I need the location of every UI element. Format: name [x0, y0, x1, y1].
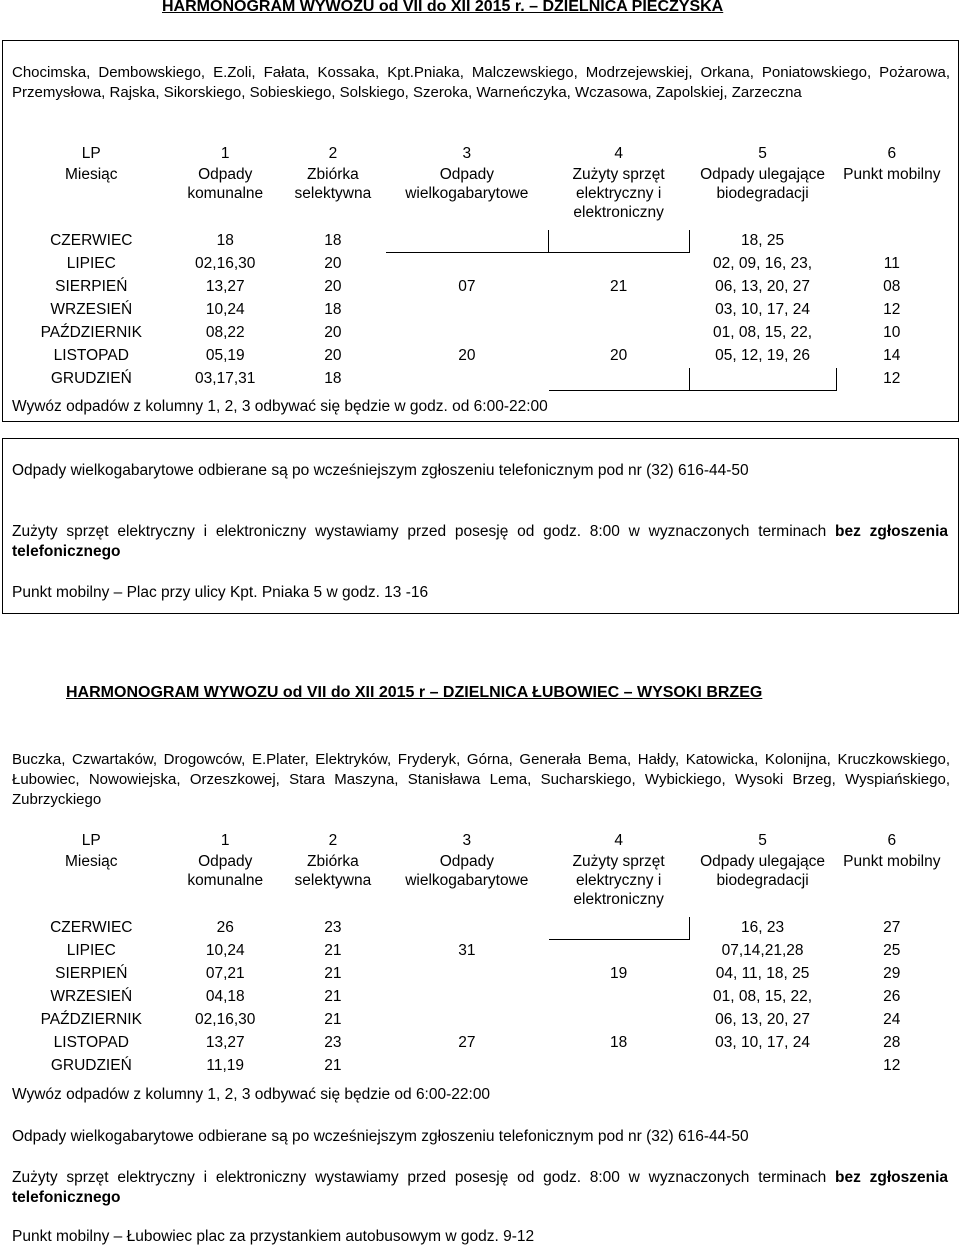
table-cell: 21 [324, 1011, 342, 1028]
table-cell: 07,21 [205, 965, 245, 982]
table-cell [385, 1055, 548, 1078]
column-header: Zużyty sprzęt elektryczny i elektroniczny [572, 853, 665, 908]
table-cell: 08,22 [205, 324, 245, 341]
note-electro-text: Zużyty sprzęt elektryczny i elektroniczny wystawiamy przed posesję od godz. 8:00 w wyznaczonych terminach [12, 1169, 827, 1186]
note-electro-bold: bez zgłoszenia telefonicznego [12, 1169, 948, 1206]
table-row [13, 986, 948, 1009]
table-cell: 03, 10, 17, 24 [715, 1034, 810, 1051]
month-cell: PAŹDZIERNIK [40, 1011, 142, 1028]
column-header: Zbiórka selektywna [294, 853, 372, 889]
table-cell [385, 368, 548, 391]
table-cell [548, 1055, 689, 1078]
month-cell: GRUDZIEŃ [50, 1057, 132, 1074]
table-cell: 05, 12, 19, 26 [715, 347, 810, 364]
column-number: LP [81, 145, 101, 162]
table-cell [548, 940, 689, 963]
table-cell [385, 963, 548, 986]
table-cell: 31 [458, 942, 476, 959]
table-cell [385, 322, 548, 345]
table-cell: 20 [610, 347, 628, 364]
table-cell: 01, 08, 15, 22, [713, 324, 813, 341]
table-cell: 02,16,30 [195, 255, 256, 272]
table-row [13, 322, 948, 345]
month-cell: WRZESIEŃ [50, 988, 133, 1005]
column-number: 1 [220, 145, 230, 162]
column-number: 3 [462, 832, 472, 849]
note-electro-text: Zużyty sprzęt elektryczny i elektroniczny wystawiamy przed posesję od godz. 8:00 w wyznaczonych terminach [12, 523, 827, 540]
month-cell: LISTOPAD [53, 1034, 129, 1051]
note-electro-bold: bez zgłoszenia telefonicznego [12, 523, 948, 560]
month-cell: CZERWIEC [50, 232, 133, 249]
table-cell: 12 [883, 301, 901, 318]
table-cell [689, 1055, 836, 1078]
column-header: Odpady komunalne [187, 853, 264, 889]
column-header: Miesiąc [65, 853, 118, 870]
column-number: 6 [887, 145, 897, 162]
table-cell: 21 [324, 942, 342, 959]
table-cell: 13,27 [205, 278, 245, 295]
column-header: Odpady komunalne [187, 166, 264, 202]
column-number: 2 [328, 832, 338, 849]
column-header: Odpady ulegające biodegradacji [700, 853, 826, 889]
month-cell: GRUDZIEŃ [50, 370, 132, 387]
column-header: Odpady ulegające biodegradacji [700, 166, 826, 202]
month-cell: SIERPIEŃ [55, 278, 128, 295]
month-cell: LIPIEC [66, 255, 116, 272]
column-number: 3 [462, 145, 472, 162]
table-row [13, 368, 948, 391]
table-cell: 08 [883, 278, 901, 295]
note-mobile: Punkt mobilny – Łubowiec plac za przystankiem autobusowym w godz. 9-12 [12, 1228, 535, 1245]
table-cell: 20 [324, 255, 342, 272]
table-cell: 28 [883, 1034, 901, 1051]
table-row [13, 1032, 948, 1055]
table-cell: 02,16,30 [195, 1011, 256, 1028]
month-cell: WRZESIEŃ [50, 301, 133, 318]
table-cell: 10,24 [205, 942, 245, 959]
column-header: Odpady wielkogabarytowe [405, 853, 529, 889]
table-cell: 14 [883, 347, 901, 364]
table-cell [548, 230, 689, 253]
table-cell: 12 [883, 1057, 901, 1074]
table-cell: 07,14,21,28 [721, 942, 804, 959]
table-cell: 13,27 [205, 1034, 245, 1051]
table-cell: 20 [324, 347, 342, 364]
column-number: 5 [758, 145, 767, 162]
table-cell: 03,17,31 [195, 370, 256, 387]
note-mobile [12, 583, 948, 603]
column-number: LP [81, 832, 101, 849]
table-cell [385, 986, 548, 1009]
table-cell [548, 299, 689, 322]
table-cell: 11 [883, 255, 900, 272]
table-row [13, 253, 948, 276]
column-header: Punkt mobilny [843, 166, 941, 183]
table-cell: 23 [324, 1034, 342, 1051]
table-cell [548, 1009, 689, 1032]
table-cell: 23 [324, 919, 342, 936]
table-row [13, 1055, 948, 1078]
month-cell: CZERWIEC [50, 919, 133, 936]
table-cell: 20 [458, 347, 476, 364]
table-cell: 21 [324, 1057, 342, 1074]
table-cell: 03, 10, 17, 24 [715, 301, 810, 318]
table-cell [548, 322, 689, 345]
note-electro [12, 522, 948, 562]
schedule-table [12, 830, 948, 1078]
note-mobile-place: – Plac przy ulicy Kpt. Pniaka 5 w godz. 13 -16 [109, 584, 429, 601]
table-cell: 02, 09, 16, 23, [713, 255, 813, 272]
table-cell: 11,19 [206, 1057, 245, 1074]
table-cell: 05,19 [205, 347, 245, 364]
note-mobile-label: Punkt mobilny [12, 584, 110, 601]
table-cell: 18 [324, 232, 342, 249]
note-electro [12, 1168, 948, 1208]
table-cell: 18 [324, 301, 342, 318]
table-cell: 10,24 [205, 301, 245, 318]
table-cell: 20 [324, 324, 342, 341]
month-cell: LISTOPAD [53, 347, 129, 364]
table-cell: 01, 08, 15, 22, [713, 988, 813, 1005]
table-row [13, 940, 948, 963]
table-cell: 21 [324, 965, 342, 982]
table-cell: 26 [216, 919, 234, 936]
table-cell: 21 [324, 988, 342, 1005]
table-cell [548, 253, 689, 276]
note-bulky: Odpady wielkogabarytowe odbierane są po wcześniejszym zgłoszeniu telefonicznym pod nr (32) 616-44-50 [12, 1128, 749, 1145]
table-cell: 04,18 [205, 988, 245, 1005]
table-cell: 29 [883, 965, 901, 982]
column-header: Punkt mobilny [843, 853, 941, 870]
column-header: Odpady wielkogabarytowe [405, 166, 529, 202]
table-cell [385, 1009, 548, 1032]
table-row [13, 917, 948, 940]
table-cell: 19 [610, 965, 628, 982]
table-cell: 18 [324, 370, 342, 387]
column-number: 4 [614, 145, 623, 162]
month-cell: LIPIEC [66, 942, 116, 959]
column-number: 6 [887, 832, 897, 849]
note-hours: Wywóz odpadów z kolumny 1, 2, 3 odbywać się będzie w godz. od 6:00-22:00 [12, 398, 548, 415]
note-hours: Wywóz odpadów z kolumny 1, 2, 3 odbywać się będzie od 6:00-22:00 [12, 1086, 491, 1103]
table-cell [548, 917, 689, 940]
table-row [13, 299, 948, 322]
table-cell: 06, 13, 20, 27 [715, 278, 810, 295]
column-header: Miesiąc [65, 166, 118, 183]
schedule-table [12, 143, 948, 391]
table-cell: 21 [610, 278, 628, 295]
month-cell: SIERPIEŃ [55, 965, 128, 982]
table-cell [836, 230, 947, 253]
table-cell [548, 986, 689, 1009]
page-title: HARMONOGRAM WYWOZU od VII do XII 2015 r. – DZIELNICA PIECZYSKA [162, 0, 724, 15]
table-cell: 18 [610, 1034, 628, 1051]
table-cell: 18, 25 [741, 232, 785, 249]
table-cell: 27 [883, 919, 901, 936]
street-list: Buczka, Czwartaków, Drogowców, E.Plater, Elektryków, Fryderyk, Górna, Generała Bema, Hałdy, Katowicka, Kolonijna, Kruczkowskiego, Łubowiec, Nowowiejska, Orzeszkowej, Stara Maszyna, Stanisława Lema, Sucharskiego, Wybickiego, Wysoki Brzeg, Wyspiańskiego, Zubrzyckiego [12, 751, 950, 808]
table-cell: 26 [883, 988, 901, 1005]
table-cell: 24 [883, 1011, 901, 1028]
column-number: 2 [328, 145, 338, 162]
street-list: Chocimska, Dembowskiego, E.Zoli, Fałata, Kossaka, Kpt.Pniaka, Malczewskiego, Modrzejewskiej, Orkana, Poniatowskiego, Pożarowa, Przemysłowa, Rajska, Sikorskiego, Sobieskiego, Solskiego, Szeroka, Warneńczyka, Wczasowa, Zapolskiej, Zarzeczna [12, 64, 950, 101]
column-header: Zużyty sprzęt elektryczny i elektroniczny [572, 166, 665, 221]
table-cell: 25 [883, 942, 901, 959]
column-number: 1 [220, 832, 230, 849]
table-cell [385, 299, 548, 322]
table-cell: 18 [216, 232, 234, 249]
table-row [13, 230, 948, 253]
table-cell: 12 [883, 370, 901, 387]
table-row [13, 345, 948, 368]
note-bulky: Odpady wielkogabarytowe odbierane są po wcześniejszym zgłoszeniu telefonicznym pod nr (32) 616-44-50 [12, 462, 749, 479]
table-cell [385, 253, 548, 276]
table-cell: 04, 11, 18, 25 [715, 965, 810, 982]
table-cell: 06, 13, 20, 27 [715, 1011, 810, 1028]
table-cell [385, 917, 548, 940]
table-cell: 20 [324, 278, 342, 295]
table-cell: 16, 23 [741, 919, 785, 936]
month-cell: PAŹDZIERNIK [40, 324, 142, 341]
table-cell: 27 [458, 1034, 476, 1051]
table-row [13, 1009, 948, 1032]
column-number: 5 [758, 832, 767, 849]
column-header: Zbiórka selektywna [294, 166, 372, 202]
table-row [13, 276, 948, 299]
section-title: HARMONOGRAM WYWOZU od VII do XII 2015 r – DZIELNICA ŁUBOWIEC – WYSOKI BRZEG [66, 684, 763, 701]
table-cell [548, 368, 689, 391]
table-cell: 07 [458, 278, 476, 295]
table-row [13, 963, 948, 986]
table-cell [385, 230, 548, 253]
table-cell: 10 [883, 324, 901, 341]
column-number: 4 [614, 832, 623, 849]
table-cell [689, 368, 836, 391]
